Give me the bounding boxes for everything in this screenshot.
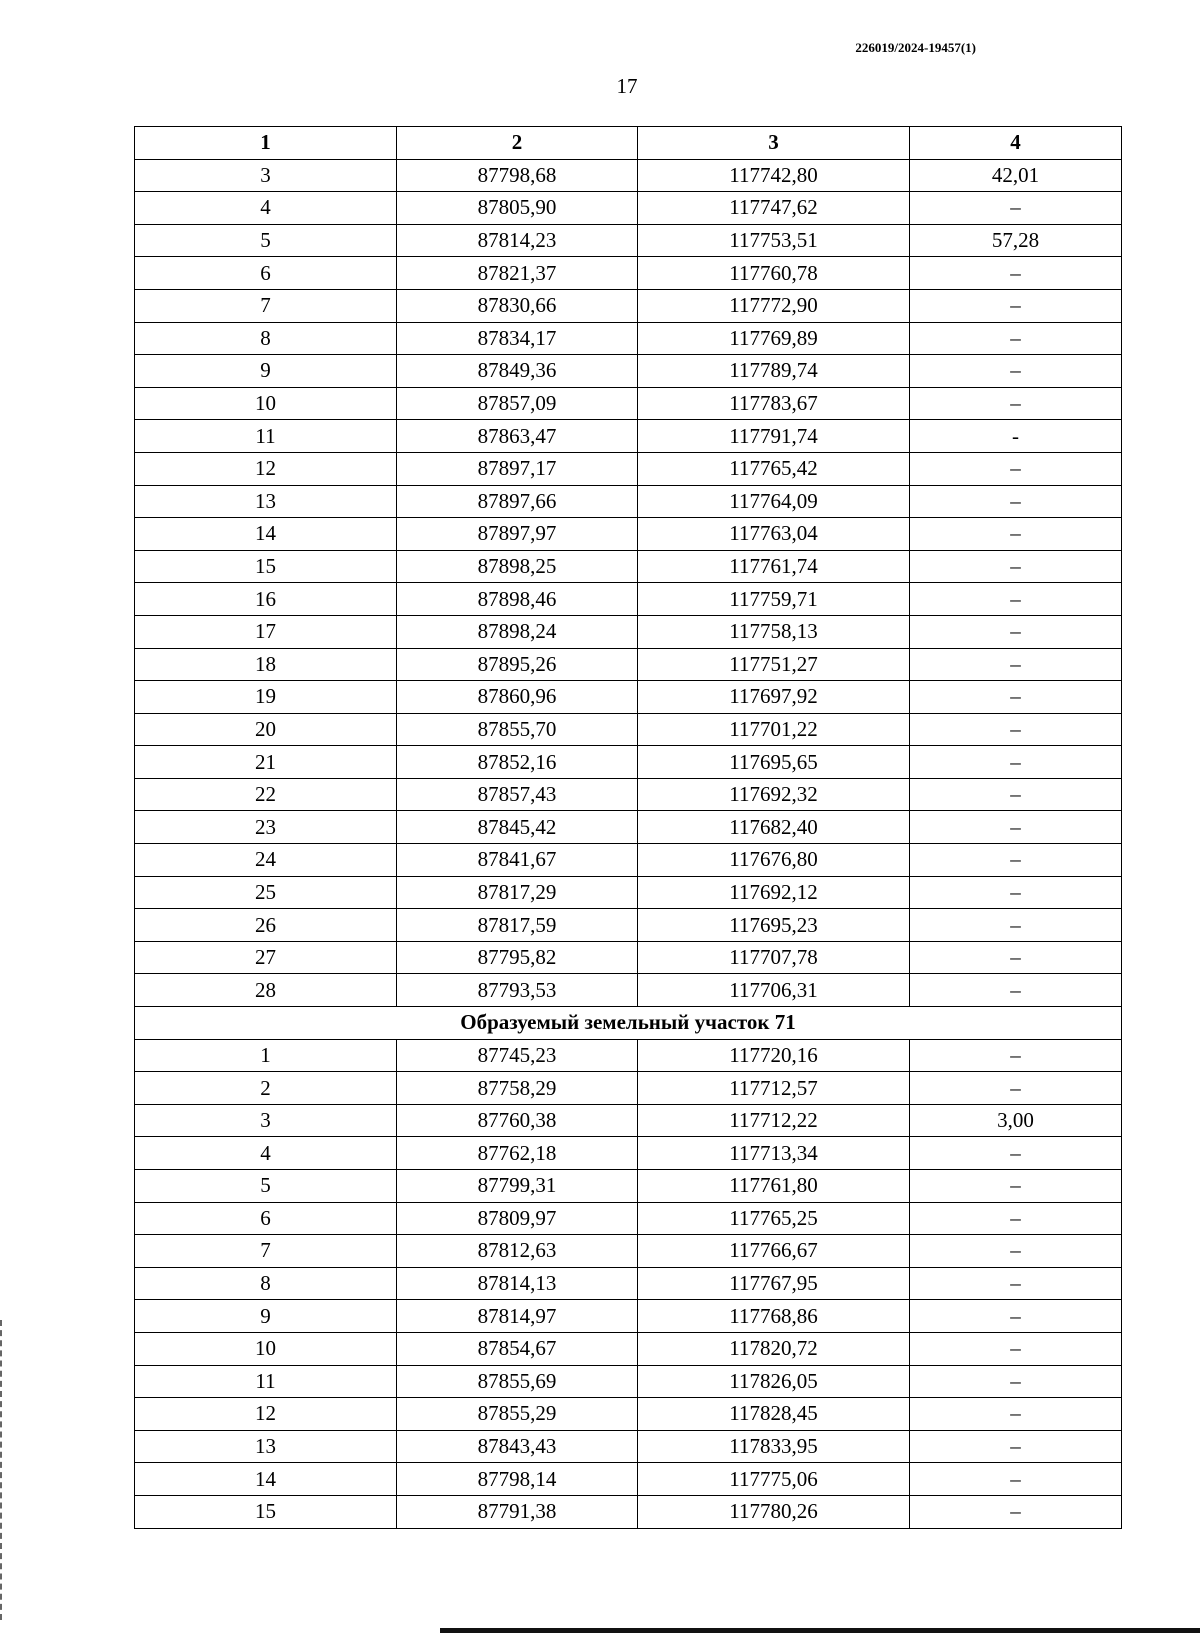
table-cell: 117692,32 xyxy=(638,778,910,811)
document-number: 226019/2024-19457(1) xyxy=(855,40,976,55)
table-row xyxy=(135,1300,1122,1333)
table-cell: 117706,31 xyxy=(638,974,910,1007)
table-header-row xyxy=(135,127,1122,160)
table-row xyxy=(135,778,1122,811)
table-cell: 117707,78 xyxy=(638,941,910,974)
table-cell: 42,01 xyxy=(910,159,1122,192)
table-cell: 1 xyxy=(135,1039,397,1072)
table-cell: 17 xyxy=(135,615,397,648)
table-cell: 117769,89 xyxy=(638,322,910,355)
table-cell: 20 xyxy=(135,713,397,746)
table-cell: 117747,62 xyxy=(638,192,910,225)
table-cell: 28 xyxy=(135,974,397,1007)
section-row xyxy=(135,1007,1122,1040)
table-cell: 87799,31 xyxy=(397,1170,638,1203)
table-cell: 117697,92 xyxy=(638,681,910,714)
table-row xyxy=(135,1365,1122,1398)
coordinates-table xyxy=(134,126,1122,1529)
table-cell: – xyxy=(910,1039,1122,1072)
table-cell: 117760,78 xyxy=(638,257,910,290)
table-cell: 87843,43 xyxy=(397,1430,638,1463)
table-cell: – xyxy=(910,289,1122,322)
table-body-section xyxy=(135,1039,1122,1528)
table-cell: 4 xyxy=(135,192,397,225)
table-row xyxy=(135,876,1122,909)
column-header: 1 xyxy=(135,127,397,160)
column-header: 4 xyxy=(910,127,1122,160)
table-cell: 26 xyxy=(135,909,397,942)
table-cell: 117765,42 xyxy=(638,452,910,485)
table-cell: 87841,67 xyxy=(397,844,638,877)
table-cell: – xyxy=(910,1463,1122,1496)
table-cell: 117820,72 xyxy=(638,1332,910,1365)
table-cell: 87895,26 xyxy=(397,648,638,681)
table-cell: 11 xyxy=(135,420,397,453)
table-cell: 87852,16 xyxy=(397,746,638,779)
table-row xyxy=(135,1495,1122,1528)
table-row xyxy=(135,518,1122,551)
table-row xyxy=(135,1202,1122,1235)
table-cell: – xyxy=(910,1235,1122,1268)
table-row xyxy=(135,974,1122,1007)
table-cell: – xyxy=(910,1495,1122,1528)
table-cell: 22 xyxy=(135,778,397,811)
table-cell: 87793,53 xyxy=(397,974,638,1007)
table-cell: 87897,66 xyxy=(397,485,638,518)
table-cell: 117759,71 xyxy=(638,583,910,616)
table-row xyxy=(135,1104,1122,1137)
table-cell: 3 xyxy=(135,1104,397,1137)
table-cell: 87812,63 xyxy=(397,1235,638,1268)
table-cell: 117826,05 xyxy=(638,1365,910,1398)
page-number: 17 xyxy=(616,74,638,98)
table-cell: – xyxy=(910,550,1122,583)
table-cell: – xyxy=(910,811,1122,844)
table-cell: 117742,80 xyxy=(638,159,910,192)
table-row xyxy=(135,1430,1122,1463)
table-cell: 87809,97 xyxy=(397,1202,638,1235)
table-cell: 87854,67 xyxy=(397,1332,638,1365)
table-cell: 87814,97 xyxy=(397,1300,638,1333)
table-cell: 3,00 xyxy=(910,1104,1122,1137)
table-cell: – xyxy=(910,844,1122,877)
table-cell: 117761,80 xyxy=(638,1170,910,1203)
table-cell: 9 xyxy=(135,1300,397,1333)
table-row xyxy=(135,1267,1122,1300)
table-row xyxy=(135,224,1122,257)
table-cell: 7 xyxy=(135,289,397,322)
table-cell: 117772,90 xyxy=(638,289,910,322)
table-row xyxy=(135,550,1122,583)
table-row xyxy=(135,485,1122,518)
table-row xyxy=(135,583,1122,616)
table-cell: 15 xyxy=(135,1495,397,1528)
table-cell: 87758,29 xyxy=(397,1072,638,1105)
table-row xyxy=(135,1463,1122,1496)
table-cell: 12 xyxy=(135,452,397,485)
table-cell: 2 xyxy=(135,1072,397,1105)
table-cell: 117751,27 xyxy=(638,648,910,681)
table-cell: 25 xyxy=(135,876,397,909)
table-cell: 87830,66 xyxy=(397,289,638,322)
column-header: 3 xyxy=(638,127,910,160)
table-cell: 57,28 xyxy=(910,224,1122,257)
table-cell: 4 xyxy=(135,1137,397,1170)
table-cell: – xyxy=(910,518,1122,551)
table-cell: 8 xyxy=(135,1267,397,1300)
table-cell: 13 xyxy=(135,1430,397,1463)
table-cell: 87855,69 xyxy=(397,1365,638,1398)
table-cell: 11 xyxy=(135,1365,397,1398)
table-cell: 3 xyxy=(135,159,397,192)
table-cell: 87898,25 xyxy=(397,550,638,583)
table-cell: – xyxy=(910,1332,1122,1365)
table-cell: 117775,06 xyxy=(638,1463,910,1496)
table-cell: 87798,68 xyxy=(397,159,638,192)
table-cell: - xyxy=(910,420,1122,453)
table-cell: 117713,34 xyxy=(638,1137,910,1170)
table-cell: 117712,22 xyxy=(638,1104,910,1137)
table-cell: – xyxy=(910,1430,1122,1463)
table-row xyxy=(135,681,1122,714)
table-cell: 87817,29 xyxy=(397,876,638,909)
table-cell: – xyxy=(910,746,1122,779)
table-row xyxy=(135,452,1122,485)
table-row xyxy=(135,909,1122,942)
table-cell: 5 xyxy=(135,224,397,257)
table-row xyxy=(135,1137,1122,1170)
table-cell: – xyxy=(910,615,1122,648)
table-cell: 117783,67 xyxy=(638,387,910,420)
table-cell: 87860,96 xyxy=(397,681,638,714)
table-cell: 14 xyxy=(135,518,397,551)
table-cell: 117695,23 xyxy=(638,909,910,942)
table-row xyxy=(135,257,1122,290)
table-cell: 27 xyxy=(135,941,397,974)
table-row xyxy=(135,322,1122,355)
table-cell: – xyxy=(910,974,1122,1007)
table-cell: 12 xyxy=(135,1398,397,1431)
table-cell: 117791,74 xyxy=(638,420,910,453)
table-cell: 117780,26 xyxy=(638,1495,910,1528)
table-cell: 16 xyxy=(135,583,397,616)
table-cell: – xyxy=(910,1072,1122,1105)
table-cell: 87805,90 xyxy=(397,192,638,225)
table-cell: 87762,18 xyxy=(397,1137,638,1170)
table-cell: 18 xyxy=(135,648,397,681)
table-cell: 10 xyxy=(135,387,397,420)
table-cell: 117753,51 xyxy=(638,224,910,257)
table-cell: – xyxy=(910,192,1122,225)
table-row xyxy=(135,1398,1122,1431)
table-cell: – xyxy=(910,876,1122,909)
table-cell: – xyxy=(910,322,1122,355)
table-cell: 87898,24 xyxy=(397,615,638,648)
table-row xyxy=(135,355,1122,388)
table-cell: 19 xyxy=(135,681,397,714)
table-cell: 87897,17 xyxy=(397,452,638,485)
table-cell: 117767,95 xyxy=(638,1267,910,1300)
table-cell: – xyxy=(910,1398,1122,1431)
table-cell: 117701,22 xyxy=(638,713,910,746)
table-row xyxy=(135,844,1122,877)
table-cell: 117828,45 xyxy=(638,1398,910,1431)
table-cell: 87849,36 xyxy=(397,355,638,388)
table-row xyxy=(135,941,1122,974)
table-cell: 87845,42 xyxy=(397,811,638,844)
table-cell: 87817,59 xyxy=(397,909,638,942)
table-cell: 117676,80 xyxy=(638,844,910,877)
table-row xyxy=(135,1332,1122,1365)
table-cell: – xyxy=(910,648,1122,681)
table-cell: 87897,97 xyxy=(397,518,638,551)
column-header: 2 xyxy=(397,127,638,160)
table-body-main xyxy=(135,159,1122,1006)
table-cell: 117692,12 xyxy=(638,876,910,909)
table-cell: 87863,47 xyxy=(397,420,638,453)
table-cell: 117768,86 xyxy=(638,1300,910,1333)
table-cell: 117682,40 xyxy=(638,811,910,844)
table-cell: 87798,14 xyxy=(397,1463,638,1496)
table-row xyxy=(135,1170,1122,1203)
table-cell: – xyxy=(910,583,1122,616)
table-cell: 87855,70 xyxy=(397,713,638,746)
table-cell: – xyxy=(910,778,1122,811)
table-cell: 87898,46 xyxy=(397,583,638,616)
table-cell: 87795,82 xyxy=(397,941,638,974)
table-cell: 87834,17 xyxy=(397,322,638,355)
table-row xyxy=(135,713,1122,746)
table-cell: – xyxy=(910,713,1122,746)
table-cell: 117712,57 xyxy=(638,1072,910,1105)
table-cell: – xyxy=(910,1300,1122,1333)
table-cell: – xyxy=(910,681,1122,714)
table-cell: 23 xyxy=(135,811,397,844)
table-cell: 87814,13 xyxy=(397,1267,638,1300)
table-row xyxy=(135,746,1122,779)
table-cell: – xyxy=(910,1137,1122,1170)
table-cell: 13 xyxy=(135,485,397,518)
table-row xyxy=(135,648,1122,681)
table-cell: 117789,74 xyxy=(638,355,910,388)
table-cell: 117695,65 xyxy=(638,746,910,779)
table-row xyxy=(135,615,1122,648)
table-cell: 8 xyxy=(135,322,397,355)
table-cell: 15 xyxy=(135,550,397,583)
table-row xyxy=(135,420,1122,453)
section-title: Образуемый земельный участок 71 xyxy=(135,1007,1122,1040)
table-cell: 87760,38 xyxy=(397,1104,638,1137)
table-cell: – xyxy=(910,387,1122,420)
table-cell: – xyxy=(910,909,1122,942)
table-cell: 7 xyxy=(135,1235,397,1268)
table-cell: 10 xyxy=(135,1332,397,1365)
table-row xyxy=(135,1072,1122,1105)
scan-edge-bottom xyxy=(440,1628,1200,1633)
table-cell: 117764,09 xyxy=(638,485,910,518)
table-cell: 117763,04 xyxy=(638,518,910,551)
table-cell: 9 xyxy=(135,355,397,388)
scan-edge-left xyxy=(0,1320,5,1620)
table-cell: – xyxy=(910,1267,1122,1300)
table-cell: – xyxy=(910,1170,1122,1203)
table-cell: 6 xyxy=(135,257,397,290)
table-cell: – xyxy=(910,1202,1122,1235)
table-row xyxy=(135,1039,1122,1072)
table-cell: 87814,23 xyxy=(397,224,638,257)
table-cell: 87791,38 xyxy=(397,1495,638,1528)
table-row xyxy=(135,1235,1122,1268)
table-cell: 14 xyxy=(135,1463,397,1496)
table-cell: 87821,37 xyxy=(397,257,638,290)
table-cell: – xyxy=(910,485,1122,518)
table-row xyxy=(135,811,1122,844)
table-row xyxy=(135,289,1122,322)
table-cell: 117761,74 xyxy=(638,550,910,583)
table-row xyxy=(135,159,1122,192)
table-cell: – xyxy=(910,355,1122,388)
table-cell: – xyxy=(910,941,1122,974)
table-cell: 117758,13 xyxy=(638,615,910,648)
section-header xyxy=(135,1007,1122,1040)
table-cell: 87857,09 xyxy=(397,387,638,420)
table-row xyxy=(135,387,1122,420)
table-cell: 6 xyxy=(135,1202,397,1235)
table-cell: 117766,67 xyxy=(638,1235,910,1268)
table-cell: 24 xyxy=(135,844,397,877)
table-cell: – xyxy=(910,257,1122,290)
table-cell: 21 xyxy=(135,746,397,779)
table-cell: 87855,29 xyxy=(397,1398,638,1431)
table-cell: 5 xyxy=(135,1170,397,1203)
table-row xyxy=(135,192,1122,225)
table-cell: 117720,16 xyxy=(638,1039,910,1072)
table-cell: – xyxy=(910,452,1122,485)
table-cell: – xyxy=(910,1365,1122,1398)
table-cell: 87745,23 xyxy=(397,1039,638,1072)
table-cell: 117833,95 xyxy=(638,1430,910,1463)
table-cell: 87857,43 xyxy=(397,778,638,811)
table-cell: 117765,25 xyxy=(638,1202,910,1235)
